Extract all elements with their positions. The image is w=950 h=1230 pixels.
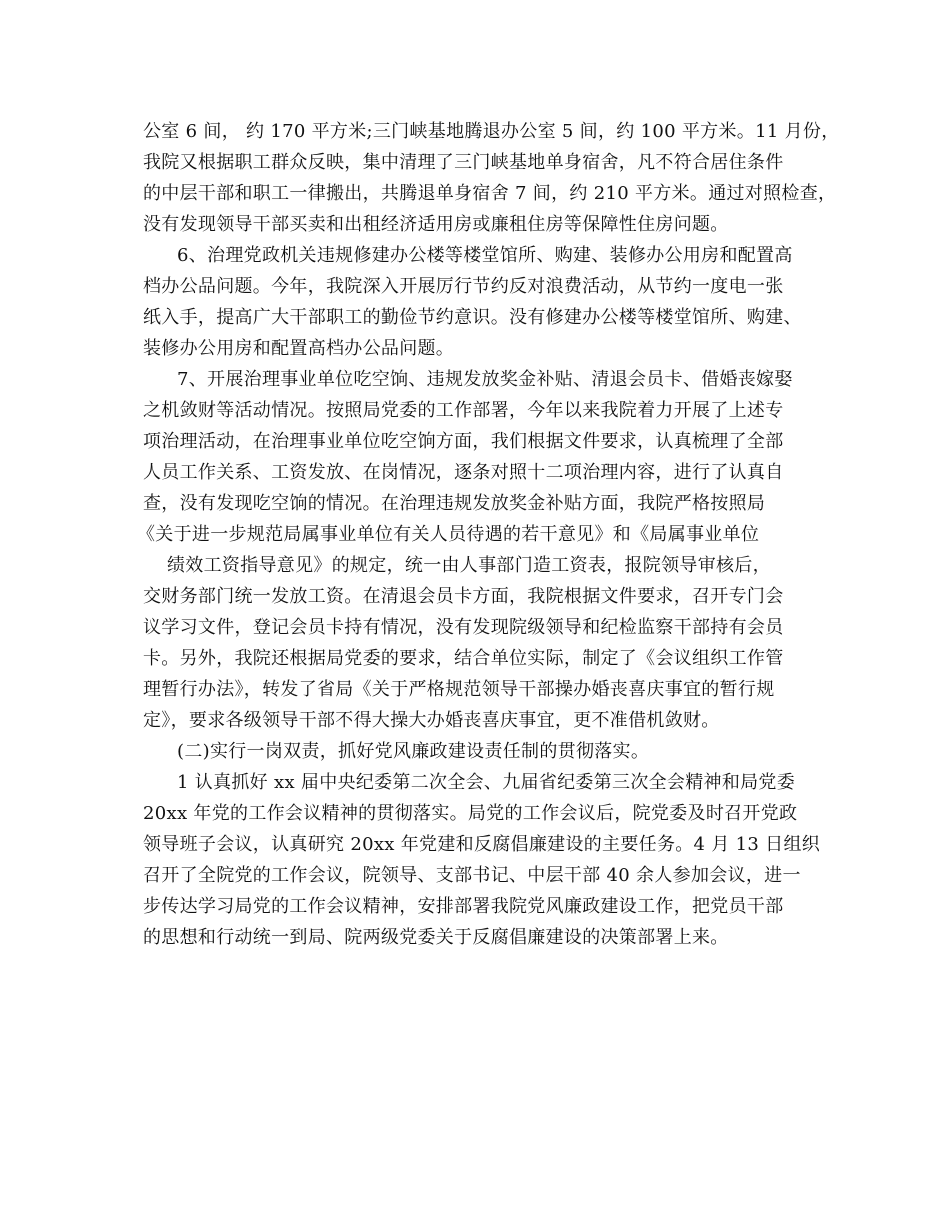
text-line: 公室 6 间， 约 170 平方米;三门峡基地腾退办公室 5 间，约 100 平方米。11 月份， (143, 121, 840, 142)
section-heading: (二)实行一岗双责，抓好党风廉政建设责任制的贯彻落实。 (177, 741, 650, 762)
text-line: 绩效工资指导意见》的规定，统一由人事部门造工资表，报院领导审核后， (167, 555, 771, 576)
text-line: 档办公品问题。今年，我院深入开展厉行节约反对浪费活动，从节约一度电一张 (143, 276, 784, 297)
text-line: 查，没有发现吃空饷的情况。在治理违规发放奖金补贴方面，我院严格按照局 (143, 493, 766, 514)
text-line: 我院又根据职工群众反映，集中清理了三门峡基地单身宿舍，凡不符合居住条件 (143, 152, 784, 173)
text-line: 步传达学习局党的工作会议精神，安排部署我院党风廉政建设工作，把党员干部 (143, 896, 784, 917)
text-line: 领导班子会议，认真研究 20xx 年党建和反腐倡廉建设的主要任务。4 月 13 日组织 (143, 834, 821, 855)
document-body (137, 116, 840, 953)
paragraph-start-line: 7、开展治理事业单位吃空饷、违规发放奖金补贴、清退会员卡、借婚丧嫁娶 (177, 369, 793, 390)
text-line: 定》，要求各级领导干部不得大操大办婚丧喜庆事宜，更不准借机敛财。 (143, 710, 720, 731)
paragraph-start-line: 6、治理党政机关违规修建办公楼等楼堂馆所、购建、装修办公用房和配置高 (177, 245, 793, 266)
text-line: 的思想和行动统一到局、院两级党委关于反腐倡廉建设的决策部署上来。 (143, 927, 729, 948)
text-line: 交财务部门统一发放工资。在清退会员卡方面，我院根据文件要求，召开专门会 (143, 586, 784, 607)
text-line: 人员工作关系、工资发放、在岗情况，逐条对照十二项治理内容，进行了认真自 (143, 462, 784, 483)
text-line: 议学习文件，登记会员卡持有情况，没有发现院级领导和纪检监察干部持有会员 (143, 617, 784, 638)
text-line: 的中层干部和职工一律搬出，共腾退单身宿舍 7 间，约 210 平方米。通过对照检查， (143, 183, 837, 204)
text-line: 之机敛财等活动情况。按照局党委的工作部署，今年以来我院着力开展了上述专 (143, 400, 784, 421)
text-line: 卡。另外，我院还根据局党委的要求，结合单位实际，制定了《会议组织工作管 (143, 648, 784, 669)
text-line: 纸入手，提高广大干部职工的勤俭节约意识。没有修建办公楼等楼堂馆所、购建、 (143, 307, 802, 328)
text-line: 理暂行办法》，转发了省局《关于严格规范领导干部操办婚丧喜庆事宜的暂行规 (143, 679, 775, 700)
text-line: 项治理活动，在治理事业单位吃空饷方面，我们根据文件要求，认真梳理了全部 (143, 431, 784, 452)
text-line: 20xx 年党的工作会议精神的贯彻落实。局党的工作会议后，院党委及时召开党政 (143, 803, 798, 824)
text-line: 召开了全院党的工作会议，院领导、支部书记、中层干部 40 余人参加会议，进一 (143, 865, 801, 886)
text-line: 装修办公用房和配置高档办公品问题。 (143, 338, 455, 359)
text-line: 《关于进一步规范局属事业单位有关人员待遇的若干意见》和《局属事业单位 (137, 524, 760, 545)
text-line: 没有发现领导干部买卖和出租经济适用房或廉租住房等保障性住房问题。 (143, 214, 729, 235)
paragraph-start-line: 1 认真抓好 xx 届中央纪委第二次全会、九届省纪委第三次全会精神和局党委 (177, 772, 796, 793)
